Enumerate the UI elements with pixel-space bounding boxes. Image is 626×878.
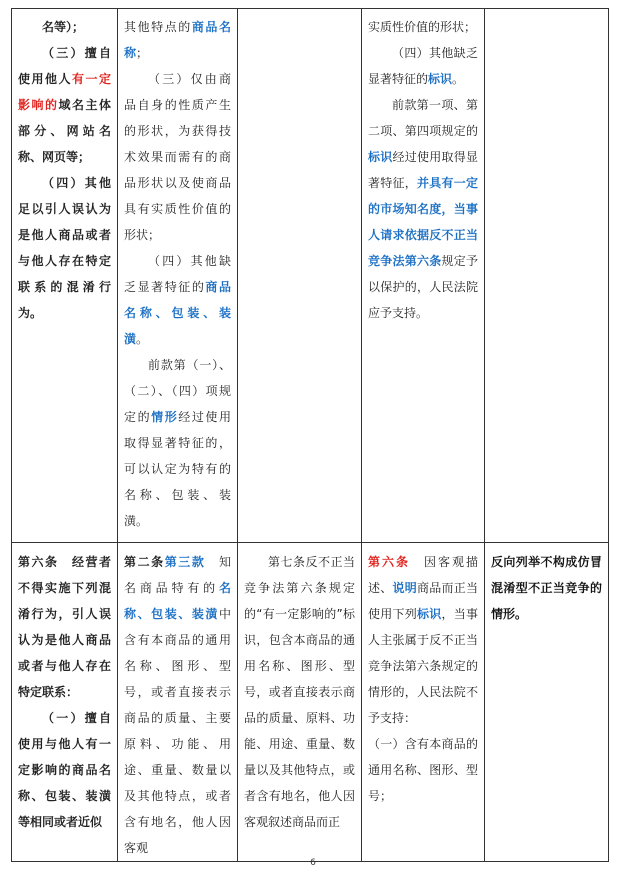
paragraph <box>124 14 231 66</box>
paragraph <box>18 40 111 170</box>
paragraph <box>244 549 355 835</box>
text-run: 前款第（一）、（二）、（四）项规定的 <box>124 358 231 424</box>
text-run: 第七条反不正当竞争法第六条规定的“有一定影响的”标识，包含本商品的通用名称、图形、型号，或者直接表示商品的质量、原料、功能、用途、重量、数量以及其他特点，或者含有地名，他人因客观叙述商品而正 <box>244 555 355 829</box>
cell-r2-c4 <box>362 543 485 862</box>
cell-r1-c5 <box>485 9 609 543</box>
text-run: 中含有本商品的通用名称、图形、型号，或者直接表示商品的质量、主要原料、功能、用途、重量、数量以及其他特点，或者含有地名，他人因客观 <box>124 607 231 855</box>
text-run: （三）仅由商品自身的性质产生的形状，为获得技术效果而需有的商品形状以及使商品具有实质性价值的形状； <box>124 72 231 242</box>
text-run: 其他特点的 <box>124 20 192 34</box>
comparison-table <box>11 8 609 862</box>
paragraph <box>18 170 111 326</box>
text-run: （四）其他缺乏显著特征的 <box>368 46 478 86</box>
text-run: 域名主体部分、网站名称、网页等； <box>18 98 111 164</box>
paragraph <box>18 705 111 835</box>
text-run: 商品名称、包装、装潢 <box>124 280 231 346</box>
text-run: 。 <box>136 332 149 346</box>
paragraph <box>368 40 478 92</box>
summary-text: 反向列举不构成仿冒混淆型不正当竞争的情形。 <box>491 555 602 621</box>
text-run: 实质性价值的形状； <box>368 20 477 34</box>
text-run: 第二条 <box>124 555 165 569</box>
text-run: ； <box>136 46 149 60</box>
text-run: 规定予以保护的，人民法院应予支持。 <box>368 254 478 320</box>
text-run: 经过使用取得显著特征的，可以认定为特有的名称、包装、装潢。 <box>124 410 231 528</box>
paragraph <box>124 248 231 352</box>
text-run: 情形 <box>151 410 179 424</box>
text-run: 商品名称 <box>124 20 231 60</box>
paragraph <box>368 14 478 40</box>
text-run: （三）擅自使用他人 <box>18 46 111 86</box>
text-run: 第三款 <box>164 555 206 569</box>
cell-r2-c5-summary <box>485 543 609 862</box>
paragraph <box>18 14 111 40</box>
cell-r1-c4 <box>362 9 485 543</box>
text-run: （一）擅自使用与他人有一定影响的商品名称、包装、装潢等相同或者近似 <box>18 711 111 829</box>
text-run: 并具有一定的市场知名度，当事人请求依据反不正当竞争法第六条 <box>368 176 478 268</box>
text-run: 知名商品特有的 <box>124 555 231 595</box>
page-number: 6 <box>310 858 316 868</box>
text-run: 标识 <box>416 607 442 621</box>
text-run: 第六条 经营者不得实施下列混淆行为，引人误认为是他人商品或者与他人存在特定联系： <box>18 555 111 699</box>
text-run: （四）其他足以引人误认为是他人商品或者与他人存在特定联系的混淆行为。 <box>18 176 111 320</box>
text-run: 前款第一项、第二项、第四项规定的 <box>368 98 478 138</box>
paragraph <box>124 352 231 534</box>
table-row <box>12 9 609 543</box>
cell-r2-c2 <box>118 543 238 862</box>
text-run: 因客观描述、 <box>368 555 478 595</box>
text-run: 名等）； <box>42 20 85 34</box>
cell-r2-c3 <box>238 543 362 862</box>
paragraph <box>124 66 231 248</box>
text-run: （四）其他缺乏显著特征的 <box>124 254 231 294</box>
cell-r1-c1 <box>12 9 118 543</box>
text-run: 经过使用取得显著特征， <box>368 150 478 190</box>
text-run: 有一定影响的 <box>18 72 111 112</box>
cell-r1-c3 <box>238 9 362 543</box>
text-run: 标识 <box>368 150 393 164</box>
text-run: 商品而正当使用下列 <box>368 581 478 621</box>
text-run: 标识 <box>428 72 453 86</box>
text-run: ，当事人主张属于反不正当竞争法第六条规定的情形的，人民法院不予支持： <box>368 607 478 725</box>
cell-r2-c1 <box>12 543 118 862</box>
paragraph <box>368 549 478 731</box>
text-run: 。 <box>452 72 465 86</box>
table-row <box>12 543 609 862</box>
paragraph <box>368 731 478 809</box>
paragraph <box>124 549 231 861</box>
paragraph <box>18 549 111 705</box>
text-run: 第六条 <box>368 555 410 569</box>
cell-r1-c2 <box>118 9 238 543</box>
text-run: 说明 <box>392 581 417 595</box>
paragraph <box>368 92 478 326</box>
text-run: 名称、包装、装潢 <box>124 581 231 621</box>
text-run: （一）含有本商品的通用名称、图形、型号； <box>368 737 478 803</box>
